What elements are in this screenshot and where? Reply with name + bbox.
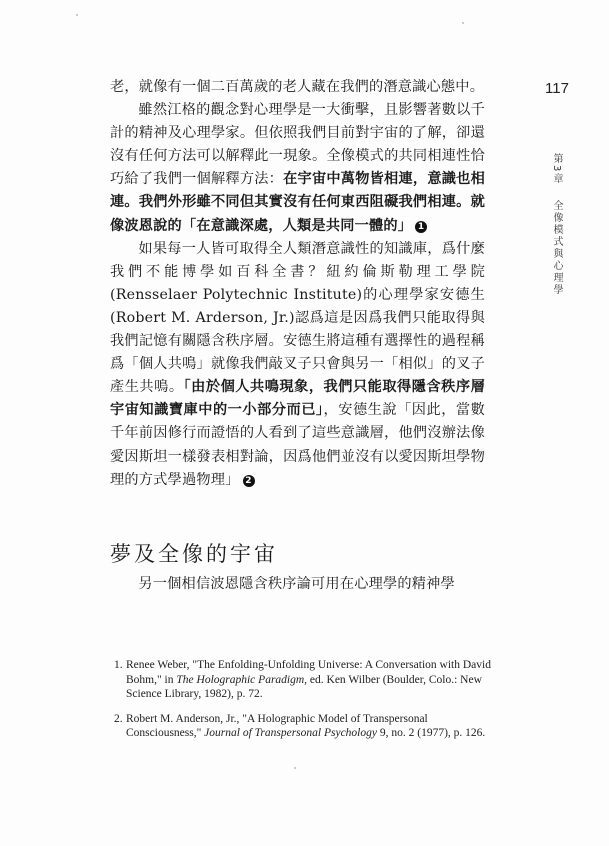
paragraph-1: 老，就像有一個二百萬歲的老人藏在我們的潛意識心態中。 <box>110 79 485 95</box>
section-heading: 夢及全像的宇宙 <box>110 542 278 566</box>
scan-speck <box>76 14 78 16</box>
footnote-title: Journal of Transpersonal Psychology <box>204 727 377 739</box>
footnote-text-pre: Renee Weber, "The Enfolding-Unfolding Universe: A Conversation with David Bohm," in <box>126 659 491 686</box>
paragraph-3-bold: 「由於個人共鳴現象，我們只能取得隱含秩序層宇宙知識寶庫中的一小部分而已」 <box>110 379 485 419</box>
footnote-text-post: ed. Ken Wilber (Boulder, Colo.: New Science Library, 1982), p. 72. <box>126 673 482 700</box>
paragraph-3-text-end: ，安德生說「因此，當數千年前因修行而證悟的人看到了這些意識層，他們沒辦法像愛因斯坦一樣發表相對論，因爲他們並沒有以愛因斯坦學物理的方式學過物理」 <box>110 402 486 488</box>
scan-speck <box>294 767 296 769</box>
chapter-side-tab <box>541 144 571 330</box>
paragraph-2-text: 雖然江格的觀念對心理學是一大衝擊，且影響著數以千計的精神及心理學家。但依照我們目前對宇宙的了解，卻還沒有任何方法可以解釋此一現象。全像模式的共同相連性恰巧給了我們一個解釋方法： <box>110 102 485 188</box>
footnote-number: 1. <box>114 659 123 671</box>
footnote-number: 2. <box>114 712 123 725</box>
page-number: 117 <box>545 80 569 97</box>
chapter-label: 第3章 <box>551 152 562 186</box>
paragraph-2-bold: 在宇宙中萬物皆相連，意識也相連。我們外形雖不同但其實沒有任何東西阻礙我們相連。就像波恩說的「在意識深處，人類是共同一體的」 <box>110 171 485 234</box>
scan-speck <box>462 22 464 24</box>
chapter-title: 全像模式與心理學 <box>551 200 562 296</box>
footnote-1 <box>114 658 494 702</box>
footnote-marker-1[interactable]: 1 <box>415 221 427 233</box>
footnote-text-pre: Robert M. Anderson, Jr., "A Holographic Model of Transpersonal Consciousness," <box>126 712 428 739</box>
footnote-2 <box>114 712 494 741</box>
footnote-title: The Holographic Paradigm, <box>176 673 308 686</box>
footnote-text <box>126 712 494 741</box>
section-first-line: 另一個相信波恩隱含秩序論可用在心理學的精神學 <box>138 576 455 592</box>
paragraph-2 <box>110 99 485 238</box>
footnotes <box>114 658 494 751</box>
main-text <box>110 76 485 492</box>
footnote-text-post: 9, no. 2 (1977), p. 126. <box>377 727 486 739</box>
paragraph-3-text: 如果每一人皆可取得全人類潛意識性的知識庫，爲什麼我們不能博學如百科全書？紐約倫斯勒理工學院(Rensselaer Polytechnic Institute)的心理學家安德生(Robert M. Arderson, Jr.)認爲這是因爲我們只能取得與我們記憶有關隱含秩序層。安德生將這種有選擇性的過程稱爲「個人共鳴」就像我們敲叉子只會與另一「相似」的叉子產生共鳴。 <box>110 240 485 396</box>
paragraph-3 <box>110 238 485 492</box>
footnote-text <box>126 658 494 702</box>
footnote-marker-2[interactable]: 2 <box>243 475 255 487</box>
